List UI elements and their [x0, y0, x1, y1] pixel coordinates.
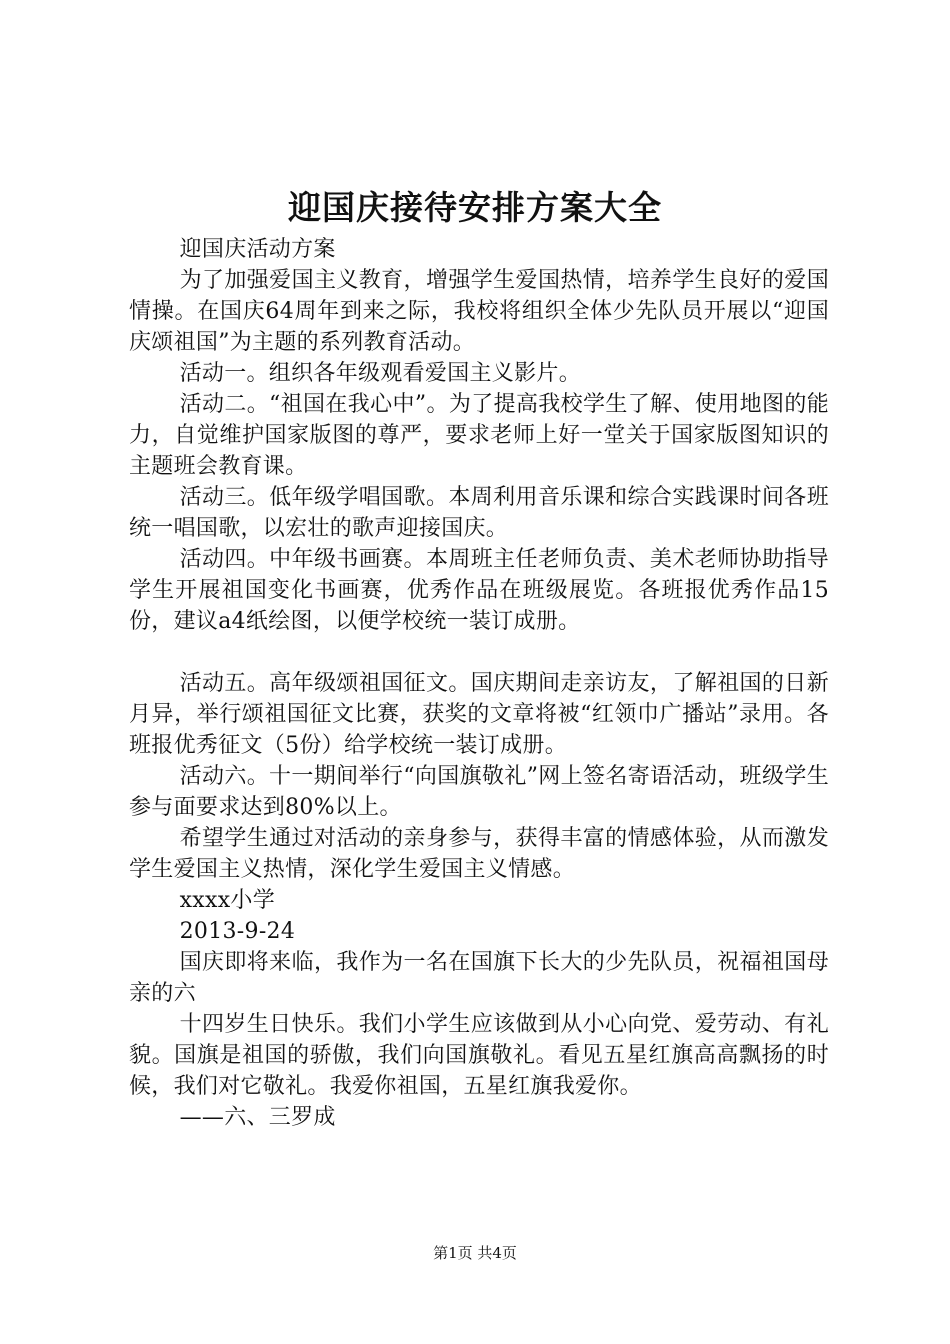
paragraph-closing: 希望学生通过对活动的亲身参与，获得丰富的情感体验，从而激发学生爱国主义热情，深化学生爱国主义情感。: [129, 826, 829, 882]
paragraph-intro: 为了加强爱国主义教育，增强学生爱国热情，培养学生良好的爱国情操。在国庆64周年到来之际，我校将组织全体少先队员开展以“迎国庆颂祖国”为主题的系列教育活动。: [129, 268, 829, 355]
paragraph-wish-1: 国庆即将来临，我作为一名在国旗下长大的少先队员，祝福祖国母亲的六: [129, 950, 829, 1006]
document-body: [129, 234, 829, 1133]
page-footer: 第1页 共4页: [433, 1244, 517, 1262]
paragraph-activity-5: 活动五。高年级颂祖国征文。国庆期间走亲访友，了解祖国的日新月异，举行颂祖国征文比赛，获奖的文章将被“红领巾广播站”录用。各班报优秀征文（5份）给学校统一装订成册。: [129, 671, 829, 758]
paragraph-activity-1: 活动一。组织各年级观看爱国主义影片。: [179, 361, 581, 386]
paragraph-activity-6: 活动六。十一期间举行“向国旗敬礼”网上签名寄语活动，班级学生参与面要求达到80%以上。: [129, 764, 829, 820]
document-title: 迎国庆接待安排方案大全: [288, 188, 662, 227]
paragraph-school-name: xxxx小学: [179, 888, 276, 913]
paragraph-date: 2013-9-24: [179, 919, 296, 944]
paragraph-heading: 迎国庆活动方案: [179, 237, 336, 262]
paragraph-activity-3: 活动三。低年级学唱国歌。本周利用音乐课和综合实践课时间各班统一唱国歌，以宏壮的歌声迎接国庆。: [129, 485, 829, 541]
paragraph-activity-2: 活动二。“祖国在我心中”。为了提高我校学生了解、使用地图的能力，自觉维护国家版图的尊严，要求老师上好一堂关于国家版图知识的主题班会教育课。: [129, 392, 829, 479]
paragraph-signature: ——六、三罗成: [179, 1105, 336, 1130]
paragraph-wish-2: 十四岁生日快乐。我们小学生应该做到从小心向党、爱劳动、有礼貌。国旗是祖国的骄傲，我们向国旗敬礼。看见五星红旗高高飘扬的时候，我们对它敬礼。我爱你祖国，五星红旗我爱你。: [129, 1012, 829, 1099]
paragraph-activity-4: 活动四。中年级书画赛。本周班主任老师负责、美术老师协助指导学生开展祖国变化书画赛，优秀作品在班级展览。各班报优秀作品15份，建议a4纸绘图，以便学校统一装订成册。: [129, 547, 829, 634]
